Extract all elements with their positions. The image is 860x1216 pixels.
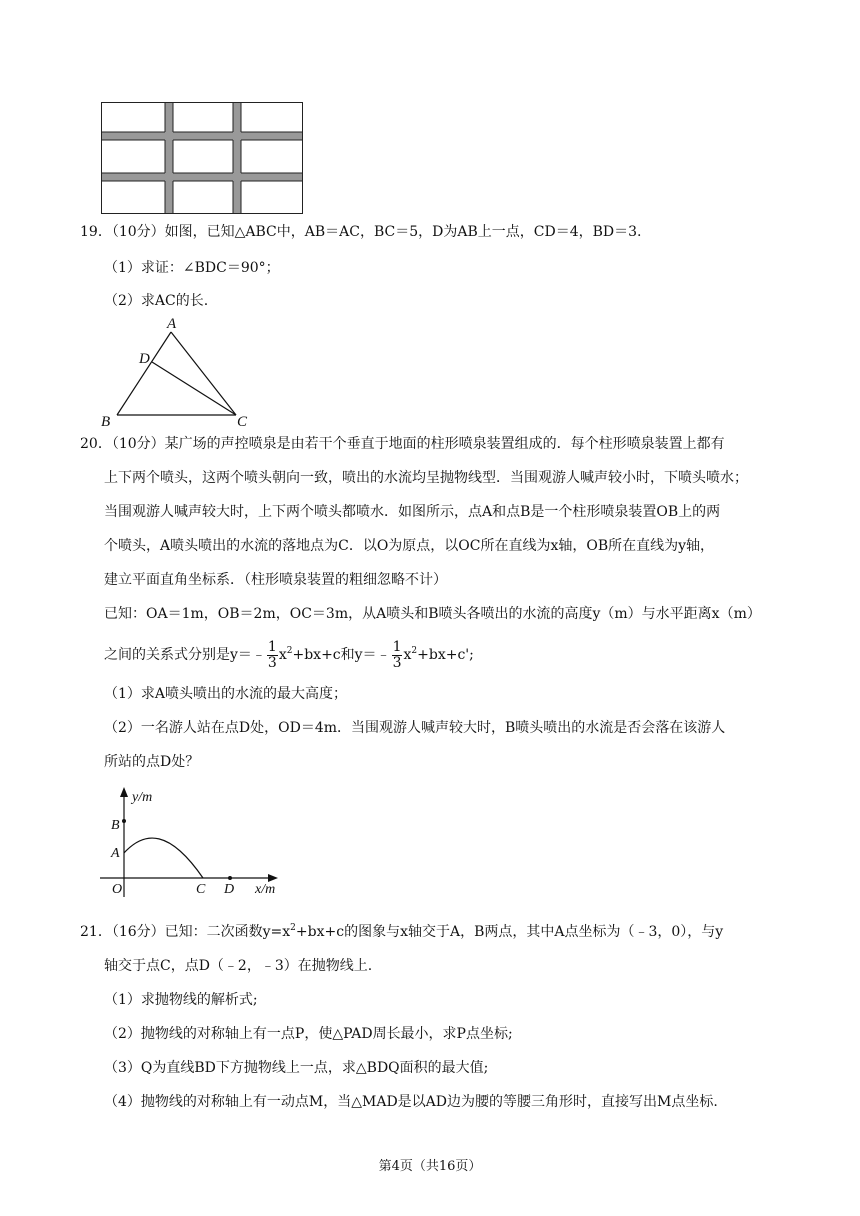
label-B: B <box>101 414 111 430</box>
q21-sup: 2 <box>290 923 296 933</box>
label-C: C <box>237 414 248 430</box>
label-D: D <box>224 882 235 897</box>
q20-line7-d: x <box>403 647 412 663</box>
label-D: D <box>139 351 150 367</box>
label-A: A <box>111 846 120 861</box>
frac-denominator: 3 <box>392 654 402 671</box>
q21-part1: （1）求抛物线的解析式; <box>104 992 258 1008</box>
q21-line1-b: +bx+c的图象与x轴交于A，B两点，其中A点坐标为（﹣3，0），与y <box>295 924 724 940</box>
sup-2: 2 <box>286 646 293 656</box>
q19-part2: （2）求AC的长. <box>104 293 209 309</box>
triangle-figure <box>98 315 258 430</box>
label-x-axis: x/m <box>255 882 276 897</box>
label-O: O <box>112 882 123 897</box>
q20-part2b: 所站的点D处？ <box>104 754 200 770</box>
q20-part2a: （2）一名游人站在点D处，OD＝4m．当围观游人喊声较大时，B喷头喷出的水流是否会落在该游人 <box>104 720 726 736</box>
grid-figure <box>101 102 303 214</box>
fraction-1-3 <box>267 640 278 671</box>
q20-line2: 上下两个喷头，这两个喷头朝向一致，喷出的水流均呈抛物线型．当围观游人喊声较小时，下喷头喷水； <box>104 470 748 486</box>
q20-line3: 当围观游人喊声较大时，上下两个喷头都喷水．如图所示，点A和点B是一个柱形喷泉装置OB上的两 <box>104 504 721 520</box>
q20-line7-b: x <box>278 647 287 663</box>
label-A: A <box>167 316 177 332</box>
q20-line7-e: +bx+c'; <box>417 647 474 663</box>
page-footer: 第4页（共16页） <box>378 1159 482 1174</box>
q20-line7 <box>104 638 474 672</box>
q20-line5: 建立平面直角坐标系．（柱形喷泉装置的粗细忽略不计） <box>104 572 447 588</box>
q20-line7-a: 之间的关系式分别是y＝﹣ <box>104 647 266 663</box>
q21-line1-a: 21．（16分）已知：二次函数y=x <box>80 924 291 940</box>
q19-part1: （1）求证：∠BDC＝90°； <box>104 260 280 276</box>
label-C: C <box>196 882 206 897</box>
frac-numerator: 1 <box>267 638 277 655</box>
q21-part4: （4）抛物线的对称轴上有一动点M，当△MAD是以AD边为腰的等腰三角形时，直接写出M点坐标. <box>104 1094 718 1110</box>
sup-2-b: 2 <box>411 646 418 656</box>
fraction-1-3-b <box>392 640 403 671</box>
label-y-axis: y/m <box>132 790 153 805</box>
q20-line6: 已知：OA＝1m，OB＝2m，OC＝3m，从A喷头和B喷头各喷出的水流的高度y（m）与水平距离x（m） <box>104 606 761 622</box>
q21-line1 <box>80 922 723 942</box>
q20-line4: 个喷头，A喷头喷出的水流的落地点为C．以O为原点，以OC所在直线为x轴，OB所在直线为y轴， <box>104 538 715 554</box>
frac-denominator: 3 <box>267 654 277 671</box>
label-B: B <box>111 818 120 833</box>
q21-part2: （2）抛物线的对称轴上有一点P，使△PAD周长最小，求P点坐标; <box>104 1026 513 1042</box>
q19-header: 19．（10分）如图，已知△ABC中，AB＝AC，BC＝5，D为AB上一点，CD＝4，BD＝3. <box>80 224 642 240</box>
frac-numerator: 1 <box>392 638 402 655</box>
q20-line7-c: +bx+c和y＝﹣ <box>292 647 391 663</box>
q21-line2: 轴交于点C，点D（﹣2，﹣3）在抛物线上. <box>104 958 373 974</box>
q20-part1: （1）求A喷头喷出的水流的最大高度； <box>104 686 348 702</box>
fountain-figure <box>100 785 290 900</box>
q20-line1: 20．（10分）某广场的声控喷泉是由若干个垂直于地面的柱形喷泉装置组成的．每个柱形喷泉装置上都有 <box>80 436 725 452</box>
q21-part3: （3）Q为直线BD下方抛物线上一点，求△BDQ面积的最大值; <box>104 1060 489 1076</box>
